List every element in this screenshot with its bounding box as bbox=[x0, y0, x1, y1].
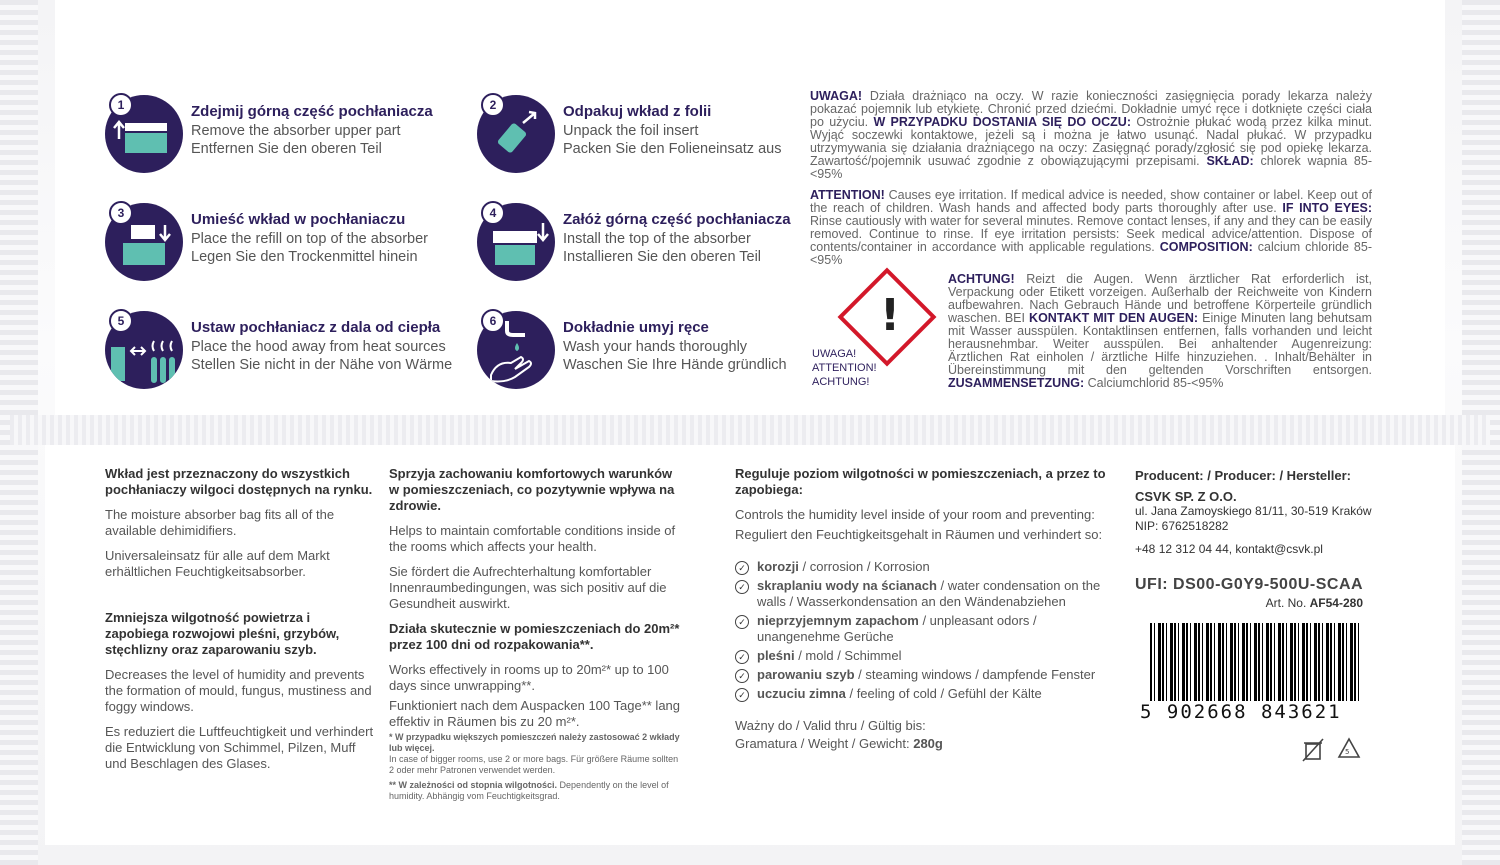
step-text-de: Entfernen Sie den oberen Teil bbox=[191, 141, 382, 157]
ean-barcode bbox=[1140, 623, 1375, 723]
step-number: 3 bbox=[109, 201, 133, 225]
info-text: Universaleinsatz für alle auf dem Markt erhältlichen Feuchtigkeitsabsorber. bbox=[105, 548, 330, 579]
info-text: Funktioniert nach dem Auspacken 100 Tage** lang effektiv in Räumen bis zu 20 m²*. bbox=[389, 698, 681, 729]
step-text-de: Installieren Sie den oberen Teil bbox=[563, 249, 762, 265]
check-icon: ✓ bbox=[735, 615, 749, 629]
warning-de: ACHTUNG! Reizt die Augen. Wenn ärztlicher Rat erforderlich ist, Verpackung oder Etikett vorzeigen. Außerhalb der Reichweite von Kindern aufbewahren. Nach Gebrauch Hände und betroffene Körperteile gründlich waschen. BEI KONTAKT MIT DEN AUGEN: Einige Minuten lang behutsam mit Wasser ausspülen. Kontaktlinsen entfernen, falls vorhanden und leicht herausnehmbar. Weiter ausspülen. Bei anhaltender Augenreizung: Ärztlichen Rat einholen / ärztliche Hilfe hinzuziehen. . Inhalt/Behälter in Übereinstimmung mit den geltenden Vorschriften entsorgen. ZUSAMMENSETZUNG: Calciumchlorid 85-<95% bbox=[948, 272, 1373, 390]
info-column-3 bbox=[735, 466, 1120, 761]
info-text: Es reduziert die Luftfeuchtigkeit und verhindert die Entwicklung von Schimmel, Pilzen, Muff und Beschlagen des Glases. bbox=[105, 724, 374, 771]
check-icon: ✓ bbox=[735, 669, 749, 683]
producer-nip: NIP: 6762518282 bbox=[1135, 519, 1229, 533]
check-icon: ✓ bbox=[735, 688, 749, 702]
weight-line: Gramatura / Weight / Gewicht: 280g bbox=[735, 736, 943, 751]
info-text: Sie fördert die Aufrechterhaltung komfortabler Innenraumbedingungen, was sich positiv auf die Gesundheit auswirkt. bbox=[389, 564, 667, 611]
benefit-item: ✓ korozji / corrosion / Korrosion bbox=[735, 559, 1120, 575]
ufi-code: UFI: DS00-G0Y9-500U-SCAA bbox=[1135, 576, 1364, 593]
step-4 bbox=[477, 203, 807, 283]
info-text: The moisture absorber bag fits all of the available dehimidifiers. bbox=[105, 507, 335, 538]
step-number: 1 bbox=[109, 93, 133, 117]
footnote-2: ** W zależności od stopnia wilgotności. Dependently on the level of humidity. Abhängig vom Feuchtigkeitsgrad. bbox=[389, 780, 669, 801]
footnote-1: * W przypadku większych pomieszczeń należy zastosować 2 wkłady lub więcej. In case of bigger rooms, use 2 or more bags. Für größere Räume sollten 2 oder mehr Patronen verwendet werden. bbox=[389, 732, 680, 775]
producer-name: CSVK SP. Z O.O. bbox=[1135, 489, 1237, 504]
step-text-en: Place the refill on top of the absorber bbox=[191, 231, 428, 247]
benefit-item: ✓ parowaniu szyb / steaming windows / dampfende Fenster bbox=[735, 667, 1120, 683]
middle-seam bbox=[10, 415, 1490, 445]
recycling-bin-icon bbox=[1302, 738, 1324, 762]
check-icon: ✓ bbox=[735, 580, 749, 594]
step-6 bbox=[477, 311, 807, 391]
step-number: 6 bbox=[481, 309, 505, 333]
info-text: Works effectively in rooms up to 20m²* up to 100 days since unwrapping**. bbox=[389, 662, 669, 693]
article-number: Art. No. AF54-280 bbox=[1265, 596, 1363, 610]
warning-en: ATTENTION! Causes eye irritation. If medical advice is needed, show container or label. Keep out of the reach of children. Wash hands and affected body parts thoroughly after use. IF INTO EYES: Rinse cautiously with water for several minutes. Remove contact lenses, if any and they can be easily removed. Continue to rinse. If eye irritation persists: Seek medical advice/attention. Dispose of contents/container in accordance with applicable regulations. COMPOSITION: calcium chloride 85-<95% bbox=[810, 188, 1372, 267]
info-heading: Reguluje poziom wilgotności w pomieszczeniach, a przez to zapobiega: bbox=[735, 466, 1106, 497]
recycle-pp-icon bbox=[1336, 736, 1362, 762]
step-number: 2 bbox=[481, 93, 505, 117]
info-heading: Sprzyja zachowaniu komfortowych warunków w pomieszczeniach, co pozytywnie wpływa na zdrowie. bbox=[389, 466, 675, 513]
info-text: Helps to maintain comfortable conditions inside of the rooms which affects your health. bbox=[389, 523, 676, 554]
step-number: 5 bbox=[109, 309, 133, 333]
step-title-pl: Dokładnie umyj ręce bbox=[563, 319, 709, 336]
producer-address: ul. Jana Zamoyskiego 81/11, 30-519 Kraków bbox=[1135, 504, 1372, 518]
barcode-bars bbox=[1150, 623, 1362, 701]
step-text-en: Wash your hands thoroughly bbox=[563, 339, 748, 355]
step-title-pl: Umieść wkład w pochłaniaczu bbox=[191, 211, 406, 228]
producer-block bbox=[1135, 468, 1372, 611]
valid-thru-label: Ważny do / Valid thru / Gültig bis: bbox=[735, 718, 926, 733]
step-5 bbox=[105, 311, 475, 391]
step-number: 4 bbox=[481, 201, 505, 225]
info-column-1 bbox=[105, 466, 375, 781]
info-column-2 bbox=[389, 466, 684, 806]
info-heading: Zmniejsza wilgotność powietrza i zapobiega rozwojowi pleśni, grzybów, stęchlizny oraz zaparowaniu szyb. bbox=[105, 610, 340, 657]
benefit-item: ✓ skraplaniu wody na ścianach / water condensation on the walls / Wasserkondensation an den Wändenabziehen bbox=[735, 578, 1120, 610]
step-1 bbox=[105, 95, 465, 175]
info-text: Reguliert den Feuchtigkeitsgehalt in Räumen und verhindert so: bbox=[735, 527, 1103, 542]
benefit-item: ✓ nieprzyjemnym zapachom / unpleasant odors / unangenehme Gerüche bbox=[735, 613, 1120, 645]
step-title-pl: Ustaw pochłaniacz z dala od ciepła bbox=[191, 319, 441, 336]
step-text-en: Remove the absorber upper part bbox=[191, 123, 401, 139]
step-title-pl: Zdejmij górną część pochłaniacza bbox=[191, 103, 433, 120]
producer-label: Producent: / Producer: / Hersteller: bbox=[1135, 468, 1351, 483]
benefit-item: ✓ uczuciu zimna / feeling of cold / Gefühl der Kälte bbox=[735, 686, 1120, 702]
info-text: Decreases the level of humidity and prevents the formation of mould, fungus, mustiness and foggy windows. bbox=[105, 667, 372, 714]
warning-pl: UWAGA! Działa drażniąco na oczy. W razie konieczności zasięgnięcia porady lekarza należy pokazać pojemnik lub etykietę. Chronić przed dziećmi. Dokładnie umyć ręce i dotknięte części ciała po użyciu. W PRZYPADKU DOSTANIA SIĘ DO OCZU: Ostrożnie płukać wodą przez kilka minut. Wyjąć soczewki kontaktowe, jeżeli są i można je łatwo usunąć. Nadal płukać. W przypadku utrzymywania się działania drażniącego na oczy: Zasięgnąć porady/zgłosić się pod opiekę lekarza. Zawartość/pojemnik usuwać zgodnie z obowiązującymi przepisami. SKŁAD: chlorek wapnia 85-<95% bbox=[810, 89, 1372, 181]
step-text-en: Place the hood away from heat sources bbox=[191, 339, 446, 355]
info-heading: Wkład jest przeznaczony do wszystkich pochłaniaczy wilgoci dostępnych na rynku. bbox=[105, 466, 373, 497]
step-text-de: Stellen Sie nicht in der Nähe von Wärme bbox=[191, 357, 453, 373]
info-text: Controls the humidity level inside of your room and preventing: bbox=[735, 507, 1095, 522]
check-icon: ✓ bbox=[735, 561, 749, 575]
signal-words: UWAGA! ATTENTION! ACHTUNG! bbox=[812, 348, 877, 388]
step-text-en: Install the top of the absorber bbox=[563, 231, 751, 247]
benefit-item: ✓ pleśni / mold / Schimmel bbox=[735, 648, 1120, 664]
step-title-pl: Załóż górną część pochłaniacza bbox=[563, 211, 791, 228]
step-text-de: Legen Sie den Trockenmittel hinein bbox=[191, 249, 418, 265]
producer-contact: +48 12 312 04 44, kontakt@csvk.pl bbox=[1135, 542, 1323, 556]
step-3 bbox=[105, 203, 465, 283]
step-2 bbox=[477, 95, 807, 175]
step-text-de: Waschen Sie Ihre Hände gründlich bbox=[563, 357, 787, 373]
check-icon: ✓ bbox=[735, 650, 749, 664]
info-heading: Działa skutecznie w pomieszczeniach do 20m²* przez 100 dni od rozpakowania**. bbox=[389, 621, 680, 652]
svg-text:5: 5 bbox=[1345, 748, 1350, 756]
barcode-number: 5 902668 843621 bbox=[1140, 701, 1342, 723]
exclamation-icon: ! bbox=[880, 290, 901, 341]
step-text-en: Unpack the foil insert bbox=[563, 123, 699, 139]
step-text-de: Packen Sie den Folieneinsatz aus bbox=[563, 141, 782, 157]
step-title-pl: Odpakuj wkład z folii bbox=[563, 103, 712, 120]
